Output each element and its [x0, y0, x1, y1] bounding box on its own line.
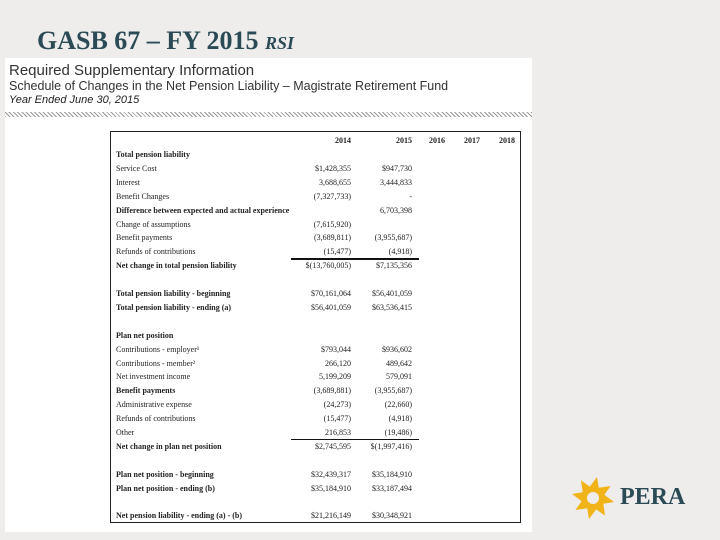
table-row [111, 468, 520, 482]
table-row [111, 412, 520, 426]
cell-2015: $(1,997,416) [370, 441, 412, 451]
table-row [111, 329, 520, 343]
row-label: Benefit payments [116, 386, 176, 396]
table-row [111, 204, 520, 218]
cell-2015: $7,135,356 [376, 261, 412, 271]
table-row [111, 301, 520, 315]
row-label: Net investment income [116, 372, 191, 382]
column-header: 2014 [335, 136, 351, 145]
cell-2014: (3,689,881) [313, 386, 351, 396]
cell-2014: $32,439,317 [311, 469, 351, 479]
table-row [111, 218, 520, 232]
row-label: Refunds of contributions [116, 414, 196, 424]
row-label: Benefit Changes [116, 191, 170, 201]
cell-2015: $56,401,059 [372, 289, 412, 298]
column-header: 2017 [464, 136, 480, 145]
cell-2015: $936,602 [382, 344, 412, 354]
table-row [111, 245, 520, 259]
cell-2014: (7,327,733) [313, 191, 351, 201]
table-row [111, 148, 520, 162]
cell-2015: $30,348,921 [372, 511, 412, 521]
cell-2015: (3,955,687) [374, 386, 412, 396]
cell-2014: $1,428,355 [315, 163, 351, 173]
column-header: 2018 [499, 136, 515, 145]
slide-title [37, 26, 294, 56]
table-row [111, 343, 520, 357]
cell-2015: (4,918) [388, 247, 412, 257]
cell-2015: - [409, 191, 412, 201]
table-row [111, 440, 520, 454]
table-row [111, 509, 520, 523]
row-label: Plan net position [116, 330, 174, 340]
row-label: Net pension liability - ending (a) - (b) [116, 511, 243, 521]
row-label: Refunds of contributions [116, 247, 196, 257]
slide-title-text: GASB 67 – FY 2015 [37, 26, 259, 55]
row-label: Net change in total pension liability [116, 261, 237, 271]
cell-2015: (22,660) [384, 400, 412, 410]
cell-2015: 579,091 [386, 372, 412, 382]
cell-2014: (3,689,811) [313, 233, 351, 243]
cell-2014: $2,745,595 [315, 441, 351, 451]
pera-sun-logo-icon [570, 475, 616, 521]
table-row [111, 357, 520, 371]
cell-2015: $33,187,494 [372, 483, 412, 493]
cell-2015: $947,730 [382, 163, 412, 173]
row-label: Net change in plan net position [116, 441, 222, 451]
cell-2015: (4,918) [388, 414, 412, 424]
table-row [111, 287, 520, 301]
table-row [111, 190, 520, 204]
doc-heading: Required Supplementary Information [9, 62, 255, 79]
table-row [111, 231, 520, 245]
doc-period: Year Ended June 30, 2015 [9, 94, 140, 106]
row-label: Contributions - employer¹ [116, 344, 200, 354]
row-label: Total pension liability [116, 150, 190, 159]
cell-2015: (3,955,687) [374, 233, 412, 243]
cell-2014: (7,615,920) [313, 219, 351, 229]
row-label: Service Cost [116, 163, 157, 173]
table-row [111, 176, 520, 190]
table-row [111, 426, 520, 440]
cell-2014: 266,120 [325, 358, 351, 368]
cell-2014: 5,199,209 [319, 372, 351, 382]
hatch-divider [5, 112, 532, 117]
column-header: 2016 [429, 136, 445, 145]
table-row [111, 370, 520, 384]
table-row [111, 398, 520, 412]
slide-title-suffix: RSI [265, 33, 295, 53]
doc-subheading: Schedule of Changes in the Net Pension Liability – Magistrate Retirement Fund [9, 79, 449, 93]
cell-2014: (15,477) [323, 414, 351, 424]
row-label: Change of assumptions [116, 219, 191, 229]
cell-2014: (24,273) [323, 400, 351, 410]
row-label: Administrative expense [116, 400, 192, 410]
row-label: Plan net position - ending (b) [116, 483, 215, 493]
table-header-row [111, 134, 520, 148]
cell-2015: 489,642 [386, 358, 412, 368]
row-label: Contributions - member² [116, 358, 196, 368]
cell-2015: $63,536,415 [372, 302, 412, 312]
cell-2014: $56,401,059 [311, 302, 351, 312]
table-row [111, 259, 520, 273]
cell-2014: 216,853 [325, 428, 351, 437]
cell-2014: $793,044 [321, 344, 351, 354]
row-label: Plan net position - beginning [116, 469, 214, 479]
cell-2015: (19,486) [384, 428, 412, 437]
row-label: Benefit payments [116, 233, 173, 243]
cell-2015: 6,703,398 [380, 205, 412, 215]
cell-2014: $(13,760,005) [305, 261, 351, 271]
cell-2014: $35,184,910 [311, 483, 351, 493]
column-header: 2015 [396, 136, 412, 145]
cell-2014: (15,477) [323, 247, 351, 257]
row-label: Total pension liability - ending (a) [116, 302, 232, 312]
table-row [111, 384, 520, 398]
cell-2014: $21,216,149 [311, 511, 351, 521]
table-row [111, 162, 520, 176]
pera-logo-text: PERA [620, 484, 686, 510]
net-pension-liability-table [110, 131, 521, 523]
table-row [111, 482, 520, 496]
row-label: Interest [116, 177, 140, 187]
cell-2014: 3,688,655 [319, 177, 351, 187]
cell-2015: 3,444,833 [380, 177, 412, 187]
row-label: Total pension liability - beginning [116, 289, 231, 298]
rsi-document [5, 58, 532, 532]
row-label: Other [116, 428, 135, 437]
cell-2015: $35,184,910 [372, 469, 412, 479]
row-label: Difference between expected and actual experience [116, 205, 290, 215]
cell-2014: $70,161,064 [311, 289, 351, 298]
